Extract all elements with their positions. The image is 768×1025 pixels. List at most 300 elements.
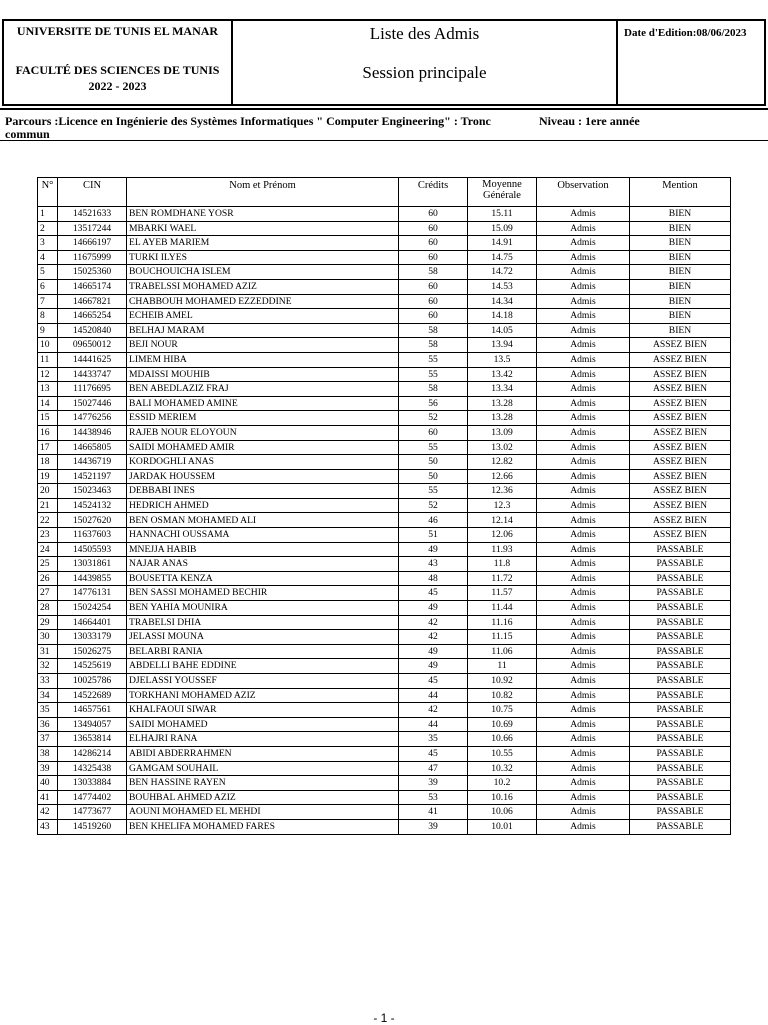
row-mention-cell: ASSEZ BIEN	[630, 455, 731, 470]
col-observation-header: Observation	[537, 178, 630, 207]
row-mention-cell: PASSABLE	[630, 746, 731, 761]
row-name-cell: JELASSI MOUNA	[127, 630, 399, 645]
row-mention-cell: PASSABLE	[630, 542, 731, 557]
row-observation-cell: Admis	[537, 411, 630, 426]
row-num-cell: 19	[38, 469, 58, 484]
row-num-cell: 16	[38, 425, 58, 440]
row-cin-cell: 14665805	[58, 440, 127, 455]
row-mention-cell: ASSEZ BIEN	[630, 440, 731, 455]
row-name-cell: BELHAJ MARAM	[127, 323, 399, 338]
row-moyenne-cell: 11.57	[468, 586, 537, 601]
row-credits-cell: 45	[399, 746, 468, 761]
row-cin-cell: 14524132	[58, 498, 127, 513]
row-cin-cell: 11675999	[58, 250, 127, 265]
row-name-cell: NAJAR ANAS	[127, 557, 399, 572]
table-row	[38, 571, 731, 586]
row-credits-cell: 58	[399, 323, 468, 338]
row-observation-cell: Admis	[537, 586, 630, 601]
row-mention-cell: ASSEZ BIEN	[630, 382, 731, 397]
table-row	[38, 513, 731, 528]
edition-date: Date d'Edition:08/06/2023	[624, 27, 747, 39]
document-header	[2, 19, 766, 106]
row-cin-cell: 14666197	[58, 236, 127, 251]
row-credits-cell: 41	[399, 805, 468, 820]
row-observation-cell: Admis	[537, 703, 630, 718]
row-num-cell: 12	[38, 367, 58, 382]
table-row	[38, 250, 731, 265]
row-name-cell: TRABELSI DHIA	[127, 615, 399, 630]
row-credits-cell: 55	[399, 440, 468, 455]
row-name-cell: BEN KHELIFA MOHAMED FARES	[127, 819, 399, 834]
row-credits-cell: 35	[399, 732, 468, 747]
col-moyenne-header: Moyenne Générale	[468, 178, 537, 207]
row-num-cell: 13	[38, 382, 58, 397]
table-header	[38, 178, 731, 207]
table-row	[38, 557, 731, 572]
table-row	[38, 236, 731, 251]
table-row	[38, 717, 731, 732]
table-row	[38, 586, 731, 601]
row-num-cell: 29	[38, 615, 58, 630]
row-num-cell: 42	[38, 805, 58, 820]
table-row	[38, 440, 731, 455]
row-observation-cell: Admis	[537, 644, 630, 659]
row-mention-cell: PASSABLE	[630, 688, 731, 703]
row-moyenne-cell: 11.44	[468, 601, 537, 616]
parcours-line2: commun	[5, 127, 50, 141]
row-moyenne-cell: 12.06	[468, 528, 537, 543]
row-num-cell: 32	[38, 659, 58, 674]
row-credits-cell: 60	[399, 250, 468, 265]
row-credits-cell: 44	[399, 717, 468, 732]
table-body	[38, 207, 731, 835]
row-num-cell: 34	[38, 688, 58, 703]
row-moyenne-cell: 15.11	[468, 207, 537, 222]
table-row	[38, 338, 731, 353]
row-cin-cell: 14521633	[58, 207, 127, 222]
row-observation-cell: Admis	[537, 513, 630, 528]
row-name-cell: LIMEM HIBA	[127, 352, 399, 367]
row-observation-cell: Admis	[537, 265, 630, 280]
row-observation-cell: Admis	[537, 659, 630, 674]
row-num-cell: 10	[38, 338, 58, 353]
table-row	[38, 498, 731, 513]
row-mention-cell: PASSABLE	[630, 571, 731, 586]
row-credits-cell: 49	[399, 644, 468, 659]
row-moyenne-cell: 12.3	[468, 498, 537, 513]
row-mention-cell: ASSEZ BIEN	[630, 367, 731, 382]
row-cin-cell: 14438946	[58, 425, 127, 440]
row-moyenne-cell: 12.14	[468, 513, 537, 528]
row-num-cell: 2	[38, 221, 58, 236]
row-moyenne-cell: 11.72	[468, 571, 537, 586]
row-observation-cell: Admis	[537, 790, 630, 805]
row-mention-cell: ASSEZ BIEN	[630, 513, 731, 528]
row-name-cell: HANNACHI OUSSAMA	[127, 528, 399, 543]
row-num-cell: 14	[38, 396, 58, 411]
row-observation-cell: Admis	[537, 309, 630, 324]
row-observation-cell: Admis	[537, 776, 630, 791]
row-observation-cell: Admis	[537, 819, 630, 834]
table-row	[38, 382, 731, 397]
row-name-cell: CHABBOUH MOHAMED EZZEDDINE	[127, 294, 399, 309]
row-num-cell: 38	[38, 746, 58, 761]
row-mention-cell: PASSABLE	[630, 703, 731, 718]
table-row	[38, 294, 731, 309]
row-moyenne-cell: 10.32	[468, 761, 537, 776]
row-observation-cell: Admis	[537, 557, 630, 572]
page-number: - 1 -	[373, 1011, 395, 1025]
row-credits-cell: 52	[399, 411, 468, 426]
row-credits-cell: 43	[399, 557, 468, 572]
row-credits-cell: 60	[399, 207, 468, 222]
row-cin-cell: 14520840	[58, 323, 127, 338]
row-mention-cell: ASSEZ BIEN	[630, 411, 731, 426]
row-cin-cell: 14436719	[58, 455, 127, 470]
row-moyenne-cell: 13.42	[468, 367, 537, 382]
table-row	[38, 528, 731, 543]
row-name-cell: ESSID MERIEM	[127, 411, 399, 426]
row-name-cell: BEN SASSI MOHAMED BECHIR	[127, 586, 399, 601]
row-name-cell: TURKI ILYES	[127, 250, 399, 265]
row-cin-cell: 14665254	[58, 309, 127, 324]
row-moyenne-cell: 14.91	[468, 236, 537, 251]
row-observation-cell: Admis	[537, 469, 630, 484]
col-name-header: Nom et Prénom	[127, 178, 399, 207]
row-name-cell: TRABELSSI MOHAMED AZIZ	[127, 279, 399, 294]
row-cin-cell: 14774402	[58, 790, 127, 805]
table-row	[38, 746, 731, 761]
row-observation-cell: Admis	[537, 484, 630, 499]
parcours-bar	[0, 108, 768, 141]
row-cin-cell: 15027446	[58, 396, 127, 411]
row-moyenne-cell: 15.09	[468, 221, 537, 236]
row-observation-cell: Admis	[537, 528, 630, 543]
row-num-cell: 36	[38, 717, 58, 732]
row-observation-cell: Admis	[537, 542, 630, 557]
row-cin-cell: 14667821	[58, 294, 127, 309]
row-observation-cell: Admis	[537, 338, 630, 353]
row-num-cell: 11	[38, 352, 58, 367]
row-num-cell: 18	[38, 455, 58, 470]
row-credits-cell: 46	[399, 513, 468, 528]
row-credits-cell: 60	[399, 309, 468, 324]
row-moyenne-cell: 10.75	[468, 703, 537, 718]
row-credits-cell: 47	[399, 761, 468, 776]
row-mention-cell: ASSEZ BIEN	[630, 469, 731, 484]
row-num-cell: 33	[38, 674, 58, 689]
row-name-cell: MNEJJA HABIB	[127, 542, 399, 557]
row-cin-cell: 11637603	[58, 528, 127, 543]
row-credits-cell: 60	[399, 294, 468, 309]
row-moyenne-cell: 10.55	[468, 746, 537, 761]
row-num-cell: 21	[38, 498, 58, 513]
row-name-cell: MBARKI WAEL	[127, 221, 399, 236]
row-moyenne-cell: 10.66	[468, 732, 537, 747]
row-cin-cell: 14519260	[58, 819, 127, 834]
row-moyenne-cell: 13.09	[468, 425, 537, 440]
row-cin-cell: 14664401	[58, 615, 127, 630]
row-credits-cell: 58	[399, 382, 468, 397]
row-name-cell: KORDOGHLI ANAS	[127, 455, 399, 470]
table-row	[38, 790, 731, 805]
row-moyenne-cell: 14.53	[468, 279, 537, 294]
row-cin-cell: 13494057	[58, 717, 127, 732]
row-name-cell: HEDRICH AHMED	[127, 498, 399, 513]
row-observation-cell: Admis	[537, 455, 630, 470]
row-cin-cell: 14433747	[58, 367, 127, 382]
table-row	[38, 732, 731, 747]
row-num-cell: 37	[38, 732, 58, 747]
session-title: Session principale	[362, 63, 487, 82]
row-credits-cell: 55	[399, 367, 468, 382]
row-moyenne-cell: 11.16	[468, 615, 537, 630]
row-num-cell: 22	[38, 513, 58, 528]
row-credits-cell: 52	[399, 498, 468, 513]
row-name-cell: BALI MOHAMED AMINE	[127, 396, 399, 411]
table-row	[38, 455, 731, 470]
table-row	[38, 674, 731, 689]
row-moyenne-cell: 13.5	[468, 352, 537, 367]
row-observation-cell: Admis	[537, 498, 630, 513]
row-credits-cell: 49	[399, 601, 468, 616]
row-num-cell: 7	[38, 294, 58, 309]
table-row	[38, 819, 731, 834]
row-num-cell: 26	[38, 571, 58, 586]
row-num-cell: 9	[38, 323, 58, 338]
row-cin-cell: 15027620	[58, 513, 127, 528]
row-mention-cell: PASSABLE	[630, 601, 731, 616]
row-name-cell: ECHEIB AMEL	[127, 309, 399, 324]
row-num-cell: 31	[38, 644, 58, 659]
row-name-cell: KHALFAOUI SIWAR	[127, 703, 399, 718]
row-mention-cell: PASSABLE	[630, 615, 731, 630]
row-credits-cell: 55	[399, 484, 468, 499]
table-row	[38, 221, 731, 236]
row-observation-cell: Admis	[537, 440, 630, 455]
row-moyenne-cell: 10.92	[468, 674, 537, 689]
row-num-cell: 24	[38, 542, 58, 557]
row-name-cell: BEN ABEDLAZIZ FRAJ	[127, 382, 399, 397]
row-mention-cell: BIEN	[630, 236, 731, 251]
row-cin-cell: 14522689	[58, 688, 127, 703]
row-moyenne-cell: 10.2	[468, 776, 537, 791]
row-name-cell: DEBBABI INES	[127, 484, 399, 499]
row-name-cell: EL AYEB MARIEM	[127, 236, 399, 251]
row-num-cell: 25	[38, 557, 58, 572]
table-row	[38, 644, 731, 659]
row-credits-cell: 60	[399, 279, 468, 294]
row-name-cell: ELHAJRI RANA	[127, 732, 399, 747]
date-cell	[618, 21, 764, 104]
row-num-cell: 8	[38, 309, 58, 324]
table-row	[38, 703, 731, 718]
niveau-label: Niveau : 1ere année	[539, 114, 640, 128]
row-credits-cell: 45	[399, 674, 468, 689]
row-mention-cell: ASSEZ BIEN	[630, 498, 731, 513]
row-cin-cell: 14525619	[58, 659, 127, 674]
row-moyenne-cell: 13.34	[468, 382, 537, 397]
row-cin-cell: 13033179	[58, 630, 127, 645]
row-moyenne-cell: 11.06	[468, 644, 537, 659]
col-credits-header: Crédits	[399, 178, 468, 207]
row-credits-cell: 49	[399, 659, 468, 674]
row-moyenne-cell: 10.06	[468, 805, 537, 820]
row-cin-cell: 09650012	[58, 338, 127, 353]
row-num-cell: 6	[38, 279, 58, 294]
row-observation-cell: Admis	[537, 630, 630, 645]
row-cin-cell: 13033884	[58, 776, 127, 791]
row-num-cell: 40	[38, 776, 58, 791]
row-observation-cell: Admis	[537, 688, 630, 703]
row-credits-cell: 39	[399, 776, 468, 791]
table-row	[38, 411, 731, 426]
academic-year: 2022 - 2023	[88, 79, 147, 93]
row-observation-cell: Admis	[537, 236, 630, 251]
row-mention-cell: BIEN	[630, 294, 731, 309]
row-observation-cell: Admis	[537, 221, 630, 236]
row-credits-cell: 53	[399, 790, 468, 805]
row-credits-cell: 58	[399, 338, 468, 353]
row-moyenne-cell: 14.75	[468, 250, 537, 265]
row-credits-cell: 55	[399, 352, 468, 367]
row-mention-cell: ASSEZ BIEN	[630, 396, 731, 411]
row-credits-cell: 42	[399, 615, 468, 630]
row-name-cell: SAIDI MOHAMED	[127, 717, 399, 732]
row-observation-cell: Admis	[537, 294, 630, 309]
row-cin-cell: 14325438	[58, 761, 127, 776]
row-mention-cell: BIEN	[630, 221, 731, 236]
table-row	[38, 659, 731, 674]
row-num-cell: 30	[38, 630, 58, 645]
row-moyenne-cell: 14.72	[468, 265, 537, 280]
row-mention-cell: PASSABLE	[630, 732, 731, 747]
row-observation-cell: Admis	[537, 732, 630, 747]
row-name-cell: BEN OSMAN MOHAMED ALI	[127, 513, 399, 528]
table-row	[38, 761, 731, 776]
row-cin-cell: 15025360	[58, 265, 127, 280]
row-observation-cell: Admis	[537, 207, 630, 222]
row-name-cell: BOUCHOUICHA ISLEM	[127, 265, 399, 280]
row-mention-cell: BIEN	[630, 265, 731, 280]
row-num-cell: 23	[38, 528, 58, 543]
row-observation-cell: Admis	[537, 250, 630, 265]
row-moyenne-cell: 11.8	[468, 557, 537, 572]
row-credits-cell: 50	[399, 455, 468, 470]
row-cin-cell: 14439855	[58, 571, 127, 586]
row-observation-cell: Admis	[537, 615, 630, 630]
row-name-cell: BEN ROMDHANE YOSR	[127, 207, 399, 222]
table-row	[38, 207, 731, 222]
table-row	[38, 425, 731, 440]
table-row	[38, 542, 731, 557]
table-row	[38, 265, 731, 280]
row-observation-cell: Admis	[537, 571, 630, 586]
row-credits-cell: 44	[399, 688, 468, 703]
row-num-cell: 39	[38, 761, 58, 776]
row-mention-cell: PASSABLE	[630, 644, 731, 659]
row-name-cell: BOUHBAL AHMED AZIZ	[127, 790, 399, 805]
row-credits-cell: 60	[399, 221, 468, 236]
row-num-cell: 15	[38, 411, 58, 426]
row-observation-cell: Admis	[537, 396, 630, 411]
table-row	[38, 776, 731, 791]
row-cin-cell: 14441625	[58, 352, 127, 367]
row-cin-cell: 14773677	[58, 805, 127, 820]
table-row	[38, 323, 731, 338]
table-row	[38, 396, 731, 411]
row-num-cell: 17	[38, 440, 58, 455]
row-name-cell: SAIDI MOHAMED AMIR	[127, 440, 399, 455]
row-mention-cell: PASSABLE	[630, 674, 731, 689]
row-observation-cell: Admis	[537, 601, 630, 616]
row-credits-cell: 51	[399, 528, 468, 543]
row-moyenne-cell: 10.01	[468, 819, 537, 834]
row-mention-cell: ASSEZ BIEN	[630, 352, 731, 367]
row-name-cell: BEN YAHIA MOUNIRA	[127, 601, 399, 616]
table-row	[38, 469, 731, 484]
row-name-cell: AOUNI MOHAMED EL MEHDI	[127, 805, 399, 820]
row-moyenne-cell: 14.18	[468, 309, 537, 324]
row-mention-cell: PASSABLE	[630, 790, 731, 805]
university-name: UNIVERSITE DE TUNIS EL MANAR	[16, 24, 219, 38]
row-cin-cell: 14776256	[58, 411, 127, 426]
table-header-row	[38, 178, 731, 207]
row-cin-cell: 13517244	[58, 221, 127, 236]
row-cin-cell: 15026275	[58, 644, 127, 659]
row-moyenne-cell: 11.15	[468, 630, 537, 645]
row-credits-cell: 60	[399, 425, 468, 440]
title-cell	[233, 21, 618, 104]
row-name-cell: ABIDI ABDERRAHMEN	[127, 746, 399, 761]
table-row	[38, 615, 731, 630]
row-cin-cell: 14286214	[58, 746, 127, 761]
row-mention-cell: PASSABLE	[630, 586, 731, 601]
table-row	[38, 484, 731, 499]
row-mention-cell: PASSABLE	[630, 776, 731, 791]
page-title: Liste des Admis	[369, 24, 480, 43]
row-observation-cell: Admis	[537, 674, 630, 689]
table-row	[38, 630, 731, 645]
row-num-cell: 35	[38, 703, 58, 718]
row-num-cell: 1	[38, 207, 58, 222]
row-mention-cell: PASSABLE	[630, 630, 731, 645]
admis-table	[37, 177, 731, 835]
row-mention-cell: BIEN	[630, 309, 731, 324]
row-mention-cell: PASSABLE	[630, 659, 731, 674]
row-cin-cell: 13653814	[58, 732, 127, 747]
row-observation-cell: Admis	[537, 761, 630, 776]
row-observation-cell: Admis	[537, 746, 630, 761]
row-name-cell: JARDAK HOUSSEM	[127, 469, 399, 484]
row-cin-cell: 15023463	[58, 484, 127, 499]
row-observation-cell: Admis	[537, 279, 630, 294]
table-row	[38, 279, 731, 294]
row-name-cell: ABDELLI BAHE EDDINE	[127, 659, 399, 674]
row-observation-cell: Admis	[537, 323, 630, 338]
row-observation-cell: Admis	[537, 717, 630, 732]
table-row	[38, 352, 731, 367]
row-moyenne-cell: 11	[468, 659, 537, 674]
row-observation-cell: Admis	[537, 367, 630, 382]
row-name-cell: BEN HASSINE RAYEN	[127, 776, 399, 791]
row-mention-cell: ASSEZ BIEN	[630, 528, 731, 543]
row-credits-cell: 39	[399, 819, 468, 834]
row-cin-cell: 14505593	[58, 542, 127, 557]
row-name-cell: GAMGAM SOUHAIL	[127, 761, 399, 776]
row-moyenne-cell: 11.93	[468, 542, 537, 557]
row-moyenne-cell: 10.16	[468, 790, 537, 805]
